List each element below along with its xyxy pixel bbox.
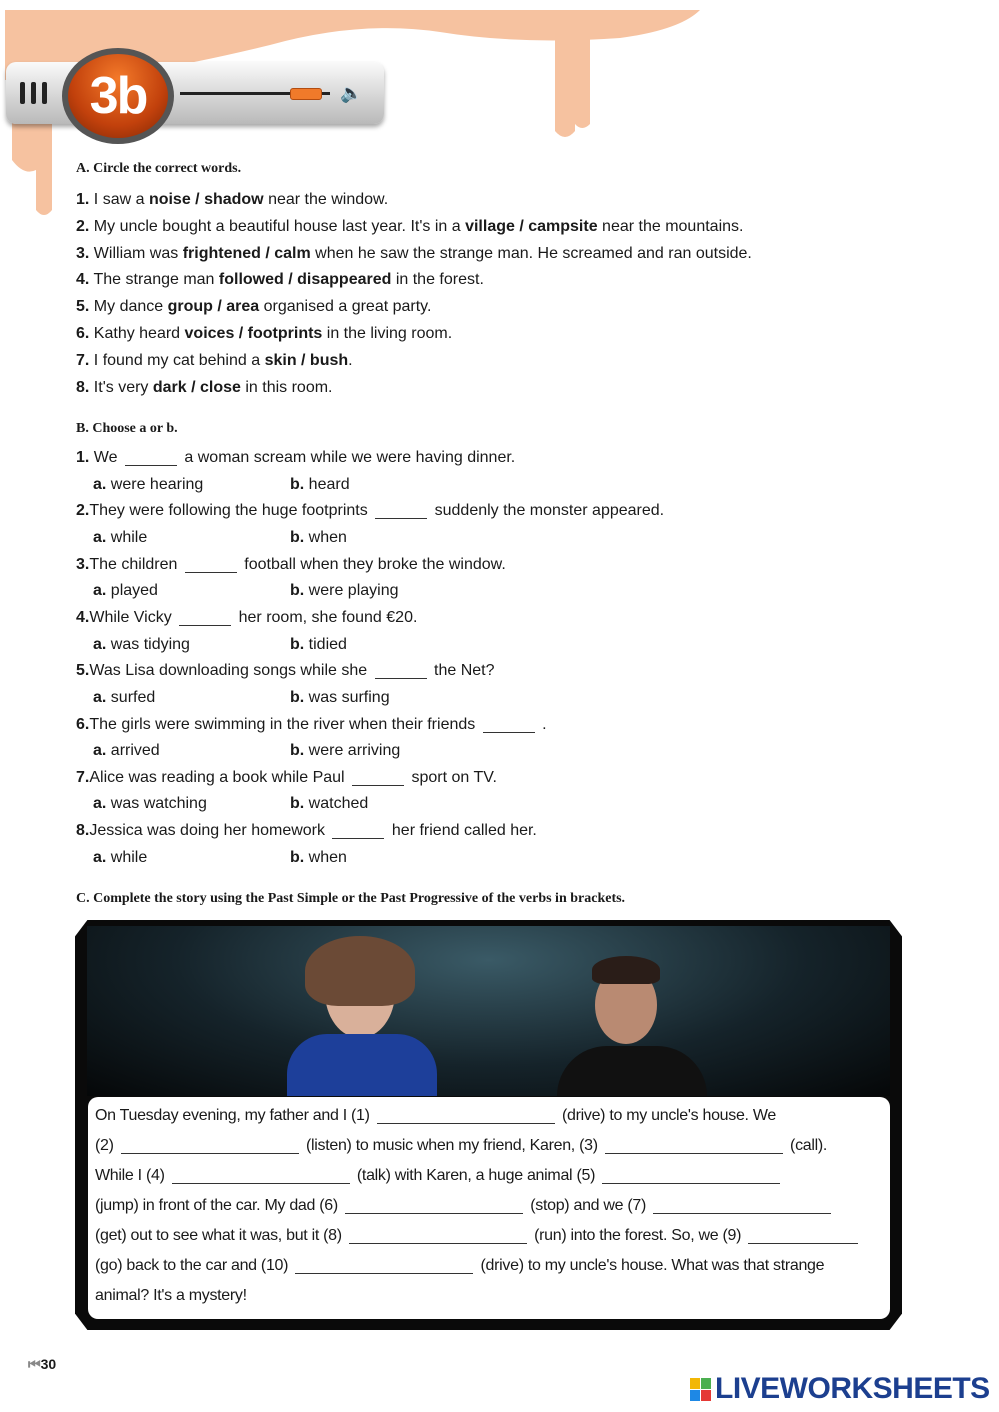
option-a[interactable]	[93, 742, 160, 760]
question-text: The children	[89, 555, 182, 573]
item-number: 6.	[76, 325, 90, 342]
option-label: b.	[290, 742, 305, 760]
option-b[interactable]	[290, 636, 347, 654]
item-text: The strange man	[93, 271, 219, 289]
liveworksheets-logo	[690, 1372, 990, 1406]
question-text: Was Lisa downloading songs while she	[89, 662, 372, 680]
menu-bars-icon	[20, 82, 47, 104]
item-text: My uncle bought a beautiful house last year. It's in a	[93, 217, 466, 235]
option-label: a.	[93, 635, 107, 653]
story-line	[95, 1197, 834, 1215]
circle-item	[76, 218, 743, 236]
choice-question	[76, 769, 497, 787]
story-text: animal? It's a mystery!	[95, 1287, 247, 1304]
choice-question	[76, 662, 495, 680]
option-a[interactable]	[93, 476, 203, 494]
story-blank-5[interactable]	[602, 1167, 780, 1184]
answer-blank[interactable]	[332, 822, 384, 839]
word-options[interactable]: dark / close	[152, 378, 241, 396]
item-text: My dance	[93, 298, 168, 316]
question-text: We	[89, 449, 122, 466]
back-arrow-icon: ⏮	[28, 1356, 41, 1372]
option-label: b.	[290, 848, 305, 866]
option-label: a.	[93, 742, 107, 760]
item-text: in the forest.	[391, 271, 484, 289]
option-text: while	[110, 528, 148, 546]
story-text: (drive) to my uncle's house. What was that strange	[476, 1257, 825, 1274]
option-a[interactable]	[93, 529, 147, 547]
story-blank-7[interactable]	[653, 1197, 831, 1214]
story-blank-4[interactable]	[172, 1167, 350, 1184]
question-number: 4.	[76, 608, 90, 626]
option-text: surfed	[110, 688, 156, 706]
question-text: suddenly the monster appeared.	[430, 502, 665, 520]
item-text: in the living room.	[322, 325, 453, 342]
question-text: her room, she found €20.	[234, 608, 418, 626]
option-b[interactable]	[290, 742, 400, 760]
word-options[interactable]: frightened / calm	[182, 244, 311, 262]
item-text: I found my cat behind a	[93, 351, 265, 369]
question-text: sport on TV.	[407, 768, 497, 786]
story-line	[95, 1167, 783, 1185]
logo-squares-icon	[690, 1378, 711, 1401]
story-text: (get) out to see what it was, but it (8)	[95, 1227, 346, 1244]
story-line	[95, 1107, 776, 1125]
option-text: was surfing	[308, 688, 390, 706]
option-label: b.	[290, 688, 305, 706]
item-text: near the mountains.	[597, 217, 744, 235]
option-text: was tidying	[110, 635, 190, 653]
option-label: a.	[93, 475, 107, 493]
option-label: b.	[290, 582, 305, 600]
item-number: 2.	[76, 217, 90, 235]
volume-slider-knob	[290, 88, 322, 100]
story-line	[95, 1137, 827, 1155]
question-text: Alice was reading a book while Paul	[89, 768, 350, 786]
answer-blank[interactable]	[375, 502, 427, 519]
item-number: 5.	[76, 298, 90, 316]
circle-item	[76, 271, 484, 289]
option-text: were playing	[308, 582, 399, 600]
word-options[interactable]: group / area	[167, 298, 260, 316]
question-text: Jessica was doing her homework	[89, 822, 330, 840]
question-text: The girls were swimming in the river when their friends	[89, 715, 480, 733]
page-number	[28, 1356, 56, 1373]
story-blank-8[interactable]	[349, 1227, 527, 1244]
option-text: while	[110, 848, 148, 866]
option-b[interactable]	[290, 795, 368, 813]
option-b[interactable]	[290, 689, 390, 707]
item-text: near the window.	[263, 191, 389, 208]
choice-question	[76, 556, 506, 574]
story-text: (stop) and we (7)	[526, 1197, 651, 1214]
item-text: organised a great party.	[259, 298, 432, 316]
question-text: They were following the huge footprints	[89, 502, 373, 520]
option-label: b.	[290, 528, 305, 546]
item-text: It's very	[93, 378, 153, 396]
item-text: I saw a	[93, 191, 149, 208]
option-label: a.	[93, 688, 107, 706]
unit-badge: 3b	[62, 48, 174, 144]
circle-item	[76, 298, 431, 316]
option-text: played	[110, 582, 158, 600]
page-number-text: 30	[40, 1356, 57, 1372]
question-text: a woman scream while we were having dinner.	[179, 449, 516, 466]
section-c-title: C. Complete the story using the Past Simple or the Past Progressive of the verbs in brackets.	[76, 891, 626, 906]
question-number: 1.	[76, 449, 90, 466]
choice-question	[76, 609, 417, 627]
option-label: a.	[93, 795, 107, 813]
option-text: watched	[308, 795, 369, 813]
story-text: (call).	[785, 1137, 828, 1154]
story-blank-10[interactable]	[295, 1257, 473, 1274]
option-text: tidied	[308, 635, 347, 653]
word-options[interactable]: noise / shadow	[148, 191, 264, 208]
section-b-title: B. Choose a or b.	[76, 421, 178, 436]
story-text: (listen) to music when my friend, Karen, (3)	[301, 1137, 602, 1154]
circle-item	[76, 352, 353, 370]
option-text: when	[308, 528, 347, 546]
story-text: (go) back to the car and (10)	[95, 1257, 293, 1274]
option-label: b.	[290, 795, 305, 813]
question-number: 2.	[76, 502, 90, 520]
option-a[interactable]	[93, 689, 155, 707]
question-text: her friend called her.	[387, 822, 537, 840]
option-text: was watching	[110, 795, 207, 813]
story-blank-3[interactable]	[605, 1137, 783, 1154]
item-number: 4.	[76, 271, 90, 289]
question-number: 3.	[76, 555, 90, 573]
circle-item	[76, 191, 388, 209]
option-b[interactable]	[290, 849, 347, 867]
story-text: On Tuesday evening, my father and I (1)	[95, 1107, 374, 1124]
option-label: a.	[93, 848, 107, 866]
circle-item	[76, 245, 752, 263]
item-text: .	[348, 351, 353, 369]
story-line	[95, 1227, 861, 1245]
story-text: (talk) with Karen, a huge animal (5)	[352, 1167, 600, 1184]
item-text: William was	[93, 244, 183, 262]
option-text: arrived	[110, 742, 160, 760]
logo-text: LIVEWORKSHEETS	[715, 1372, 990, 1405]
story-blank-1[interactable]	[377, 1107, 555, 1124]
story-text: (jump) in front of the car. My dad (6)	[95, 1197, 343, 1214]
item-number: 1.	[76, 191, 90, 208]
answer-blank[interactable]	[179, 609, 231, 626]
option-label: a.	[93, 528, 107, 546]
answer-blank[interactable]	[352, 769, 404, 786]
speaker-icon: 🔈	[340, 83, 363, 103]
story-line	[95, 1287, 247, 1305]
option-b[interactable]	[290, 582, 399, 600]
option-text: when	[308, 848, 347, 866]
question-number: 7.	[76, 768, 90, 786]
answer-blank[interactable]	[125, 449, 177, 466]
option-text: heard	[308, 475, 350, 493]
choice-question	[76, 449, 515, 467]
choice-question	[76, 502, 664, 520]
story-line	[95, 1257, 824, 1275]
question-text: .	[537, 715, 547, 733]
story-text: (2)	[95, 1137, 118, 1154]
option-label: b.	[290, 475, 305, 493]
choice-question	[76, 716, 547, 734]
item-text: Kathy heard	[93, 325, 185, 342]
option-a[interactable]	[93, 582, 158, 600]
option-a[interactable]	[93, 636, 190, 654]
word-options[interactable]: village / campsite	[465, 217, 598, 235]
question-number: 6.	[76, 715, 90, 733]
option-b[interactable]	[290, 476, 350, 494]
option-a[interactable]	[93, 795, 207, 813]
circle-item	[76, 325, 452, 343]
question-text: While Vicky	[89, 608, 177, 626]
option-a[interactable]	[93, 849, 147, 867]
story-blank-6[interactable]	[345, 1197, 523, 1214]
question-number: 8.	[76, 822, 90, 840]
option-text: were hearing	[110, 475, 204, 493]
item-text: when he saw the strange man. He screamed and ran outside.	[310, 244, 752, 262]
answer-blank[interactable]	[483, 716, 535, 733]
word-options[interactable]: followed / disappeared	[218, 271, 392, 289]
story-text: (drive) to my uncle's house. We	[557, 1107, 776, 1124]
section-a-title: A. Circle the correct words.	[76, 161, 242, 176]
item-number: 3.	[76, 244, 90, 262]
story-text: While I (4)	[95, 1167, 169, 1184]
word-options[interactable]: skin / bush	[264, 351, 349, 369]
option-b[interactable]	[290, 529, 347, 547]
option-label: a.	[93, 582, 107, 600]
story-blank-9[interactable]	[748, 1227, 858, 1244]
answer-blank[interactable]	[185, 556, 237, 573]
question-text: football when they broke the window.	[239, 555, 506, 573]
choice-question	[76, 822, 537, 840]
circle-item	[76, 379, 333, 397]
option-label: b.	[290, 635, 305, 653]
story-blank-2[interactable]	[121, 1137, 299, 1154]
word-options[interactable]: voices / footprints	[184, 325, 323, 342]
item-text: in this room.	[240, 378, 333, 396]
answer-blank[interactable]	[375, 662, 427, 679]
story-text: (run) into the forest. So, we (9)	[529, 1227, 746, 1244]
item-number: 7.	[76, 351, 90, 369]
question-text: the Net?	[429, 662, 495, 680]
item-number: 8.	[76, 378, 90, 396]
option-text: were arriving	[308, 742, 401, 760]
question-number: 5.	[76, 662, 90, 680]
